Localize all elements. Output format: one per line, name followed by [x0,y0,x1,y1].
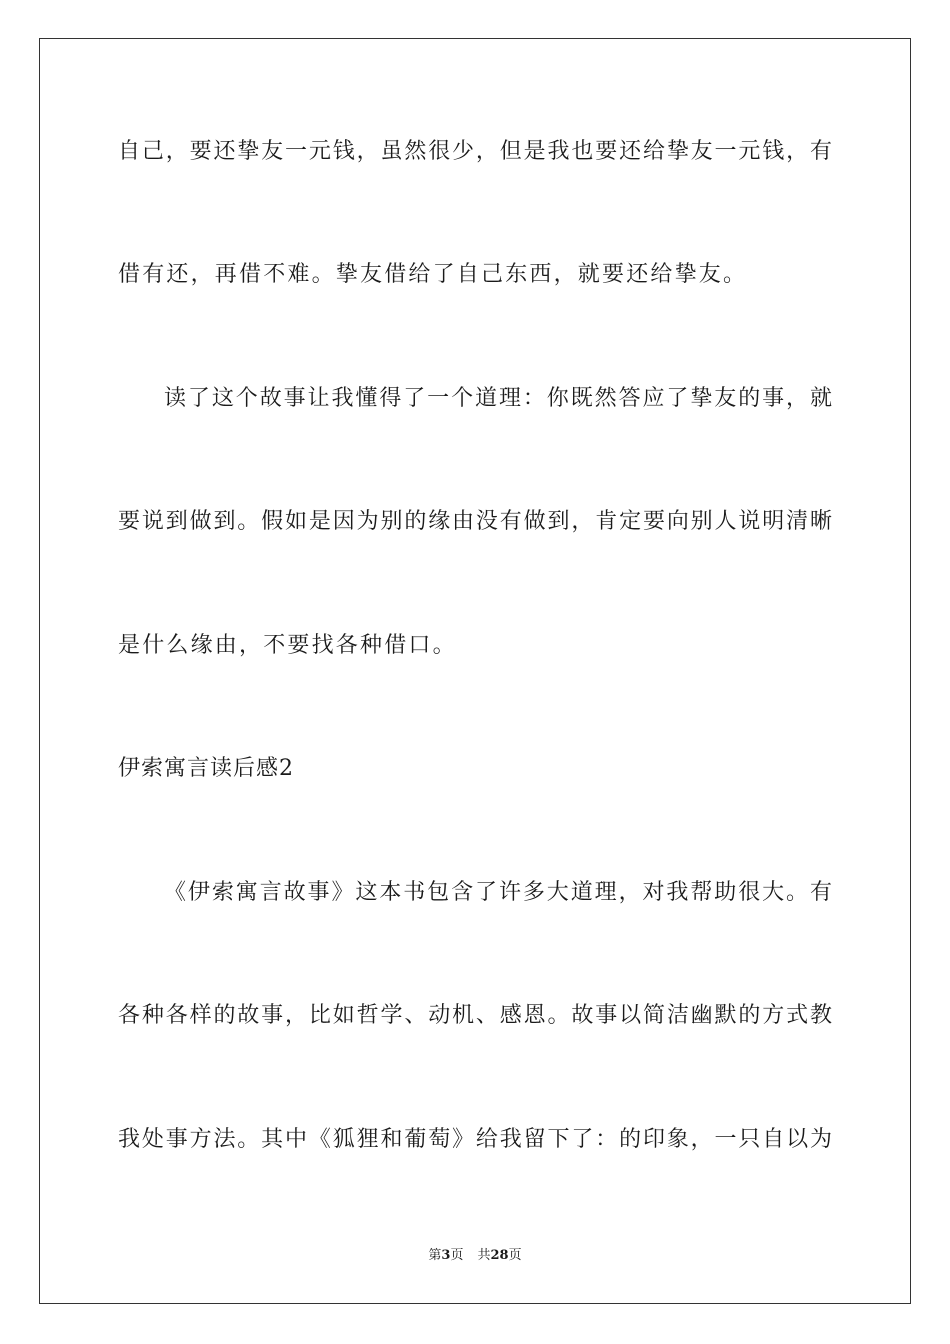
text-line-4: 要说到做到。假如是因为别的缘由没有做到，肯定要向别人说明清晰 [118,509,832,534]
text-line-8: 各种各样的故事，比如哲学、动机、感恩。故事以简洁幽默的方式教 [118,1003,832,1028]
text-line-9: 我处事方法。其中《狐狸和葡萄》给我留下了：的印象，一只自以为 [118,1127,832,1152]
text-line-7: 《伊索寓言故事》这本书包含了许多大道理，对我帮助很大。有 [164,880,832,905]
footer-page-suffix: 页 [450,1248,464,1263]
section-heading: 伊索寓言读后感2 [118,756,294,781]
footer-page-total: 28 [490,1248,509,1263]
page-border [39,38,911,1304]
footer-page-prefix: 第 [428,1248,442,1263]
text-line-3: 读了这个故事让我懂得了一个道理：你既然答应了挚友的事，就 [164,386,832,411]
text-line-1: 自己，要还挚友一元钱，虽然很少，但是我也要还给挚友一元钱，有 [118,139,832,164]
footer-page-current: 3 [441,1248,451,1263]
footer-total-prefix: 共 [477,1248,491,1263]
text-line-5: 是什么缘由，不要找各种借口。 [118,633,457,658]
text-line-2: 借有还，再借不难。挚友借给了自己东西，就要还给挚友。 [118,262,748,287]
footer-total-suffix: 页 [508,1248,522,1263]
page-footer [0,1246,950,1266]
